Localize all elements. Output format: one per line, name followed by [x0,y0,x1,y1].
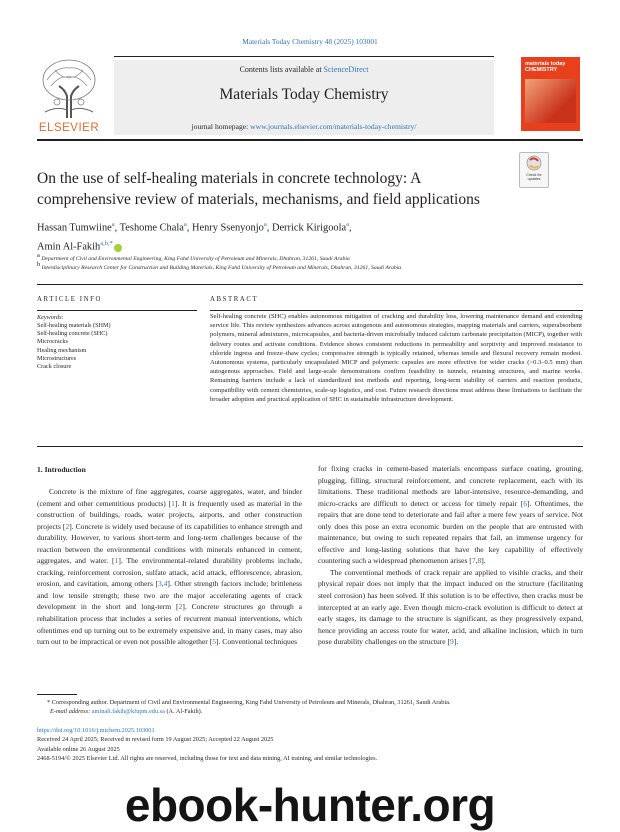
affiliation-a-text: Department of Civil and Environmental Engineering, King Fahd University of Petroleum and Minerals, Dhahran, 31261, Saudi Arabia [41,255,350,262]
body-text: , [161,579,164,589]
corresponding-author-footnote [37,698,583,717]
citation-link[interactable]: 3 [157,579,162,589]
body-text: The conventional methods of crack repair are applied to visible cracks, and their physical repair does not imply that the impact induced on the structure (facilitating steel corrosion) has been solved. If this solution is to be effective, then cracks must be intercepted at an early age. Even though micro-crack evolution is difficult to detect at early stages, its damage to the structure is significant, as they progressively expand, hence providing an access route for water, acid, and alkaline inclusion, which in turn pose durability challenges on the structure [ [318,567,583,647]
orcid-icon[interactable] [114,244,122,252]
keyword-item: Microstructures [37,354,77,362]
journal-reference-link[interactable]: Materials Today Chemistry 48 (2025) 103001 [242,37,378,46]
email-link[interactable]: aminali.fakih@kfupm.edu.sa [91,708,165,716]
homepage-prefix: journal homepage: [191,122,251,131]
abstract-rule [210,310,583,311]
author-name[interactable]: Teshome Chala [119,222,184,234]
article-title: On the use of self-healing materials in concrete technology: A comprehensive review of materials, mechanisms, and field applications [37,170,480,208]
citation-link[interactable]: 5 [212,637,216,647]
affiliation-b-text: Interdisciplinary Research Center for Construction and Building Materials, King Fahd University of Petroleum and Minerals, Dhahran, 31261, Saudi Arabia [41,264,402,271]
author-affiliation-marker[interactable]: a [346,221,349,228]
author-affiliation-marker[interactable]: a [111,221,115,228]
citation-link[interactable]: 9 [450,637,454,647]
journal-homepage-link[interactable]: www.journals.elsevier.com/materials-today-chemistry/ [250,122,417,131]
body-paragraph [318,567,583,648]
section-rule [37,284,583,285]
keyword-item: Self-healing materials (SHM) [37,322,111,329]
doi-link[interactable]: https://doi.org/10.1016/j.mtchem.2025.103001 [37,727,155,734]
author-affiliation-marker[interactable]: a,b,* [100,240,113,248]
corresponding-line [37,698,583,707]
body-text: Concrete is the mixture of fine aggregates, coarse aggregates, water, and binder (cement and other cementitious products) [ [37,487,302,508]
author-list: Hassan Tumwiine$^a$, Teshome Chala$^a$, Henry Ssenyonjo$^a$, Derrick Kirigoola$^a$, Amin Al-Fakih$^{a,b,*}$ [37,221,352,253]
keyword-item: Self-healing concrete (SHC) [37,330,108,338]
body-paragraph [318,463,583,567]
article-info-rule [37,310,197,311]
abstract-bottom-rule [37,446,583,447]
header-bottom-rule [37,139,583,141]
body-text: ]. [481,556,486,566]
email-label: E-mail address: [50,708,92,716]
body-paragraph [37,486,302,648]
elsevier-tree-icon [37,56,101,120]
body-text: ]. [453,637,459,647]
check-updates-icon [520,153,548,173]
body-text: ]. Conventional techniques [216,637,298,647]
contents-line [114,65,494,74]
body-text: ]. The environmental-related durability problems include, cracking, reinforcement corrosion, sulfate attack, acid attack, efflorescence, abrasion, erosion, and cavitation, among others [ [37,556,303,589]
citation-link[interactable]: 8 [477,556,482,566]
footnote-rule [37,694,77,695]
received-dates: Received 24 April 2025; Received in revised form 19 August 2025; Accepted 22 August 2025 [37,736,274,744]
body-text: ]. Other strength factors include; brittleness and low tensile strength; these two are the major accelerating agents of crack development in the short and long-term [ [37,579,302,612]
available-online: Available online 26 August 2025 [37,745,120,753]
body-text: , [475,556,478,566]
citation-link[interactable]: 2 [178,602,183,612]
cover-title: materials today CHEMISTRY [525,61,566,73]
sciencedirect-link[interactable]: ScienceDirect [323,65,369,74]
body-column-left [37,486,302,648]
body-text: ]. Oftentimes, the repairs that are done tend to deteriorate and fail after a mere few years of service. Not only does this pose an extra economic burden on the people that are entrusted with maintenance, but owing to such repeated repairs that fail, an immense urgency for effective and long-lasting solutions that have the key capability of effectively countering such a widespread phenomenon arises [ [318,498,583,566]
author-name[interactable]: Amin Al-Fakih [37,241,101,253]
corresponding-text: Corresponding author. Department of Civil and Environmental Engineering, King Fahd University of Petroleum and Minerals, Dhahran, 31261, Saudi Arabia. [51,699,451,706]
affiliation-b-marker: b [37,261,41,268]
abstract-text: Self-healing concrete (SHC) enables autonomous mitigation of cracking and durability loss, lowering maintenance demand and extending service life. This review synthesizes advances across autogenous and autonomous strategies, mapping materials and carriers, superabsorbent polymers, mineral admixtures, microcapsules, and bacteria-driven microbially induced calcium carbonate precipitation (MICP), together with delivery routes and activate conditions. Evidence shows consistent reductions in permeability and sorptivity and improved resistance to chloride ingress and freeze–thaw cycles; compressive strength is typically retained, whereas tensile and flexural recovery remain modest. Autonomous systems, particularly encapsulated MICP and polymeric capsules are more effective for wider cracks (>0.3–0.5 mm) than autogenous approaches. Field and large-scale demonstrations confirm feasibility in tunnels, retaining structures, and marine works. Remaining barriers include a lack of standardized test methods and reporting, long-term stability of carriers and reaction products, compatibility with cement chemistries, scale-up logistics, and cost. Future research directions must address these limitations to facilitate the broader adoption and practical application of SHC in sustainable infrastructure development. [210,313,582,403]
author-affiliation-marker[interactable]: a [263,221,267,228]
contents-prefix: Contents lists available at [239,65,324,74]
keywords-label: Keywords: [37,314,64,321]
body-text: ]. It is frequently used as material in the construction of buildings, roads, water projects, airports, and other construction projects [ [37,498,302,531]
publication-info [37,726,583,764]
keyword-item: Healing mechanism [37,346,87,354]
abstract-heading: ABSTRACT [210,296,259,303]
citation-link[interactable]: 4 [163,579,168,589]
author-name[interactable]: Hassan Tumwiine [37,222,112,234]
copyright-line: 2468-5194/© 2025 Elsevier Ltd. All rights are reserved, including those for text and data mining, AI training, and similar technologies. [37,755,378,763]
affiliation-a-marker: a [37,252,40,259]
journal-cover-image [521,57,580,131]
email-suffix: (A. Al-Fakih). [164,708,203,716]
asterisk-marker: * [47,699,51,706]
keyword-item: Microcracks [37,338,68,346]
citation-link[interactable]: 1 [114,556,119,566]
watermark-text: ebook-hunter.org [124,779,496,831]
affiliation-b [37,261,577,271]
author-affiliation-marker[interactable]: a [183,221,187,228]
check-for-updates-button[interactable] [519,152,549,188]
homepage-line [114,122,494,131]
body-text: ]. Concrete is widely used because of its capabilities to enhance strength and durability. However, to various short-term and long-term challenges because of the reaction between the environmental conditions with minerals enhanced in cement, aggregates, and water. [ [37,521,303,566]
check-updates-label: Check for updates [526,173,542,181]
email-line [37,707,583,716]
author-name[interactable]: Derrick Kirigoola [271,222,347,234]
journal-title: Materials Today Chemistry [219,86,389,103]
body-text: ]. Concrete structures go through a rehabilitation process that includes a series of recurrent manual interventions, which oftentimes end up turning out to be extremely expensive and, in many cases, may also turn out to be impractical or even not possible altogether [ [37,602,302,647]
header-top-rule [114,56,494,57]
citation-link[interactable]: 1 [171,498,175,508]
cover-artwork [525,79,576,123]
introduction-heading: 1. Introduction [37,465,86,474]
elsevier-wordmark: ELSEVIER [38,122,100,134]
body-column-right [318,463,583,648]
keyword-item: Crack closure [37,363,72,370]
citation-link[interactable]: 7 [471,556,476,566]
citation-link[interactable]: 6 [523,498,527,508]
article-info-heading: ARTICLE INFO [37,296,103,303]
citation-link[interactable]: 2 [65,521,70,531]
author-name[interactable]: Henry Ssenyonjo [191,222,264,234]
body-text: for fixing cracks in cement-based materials encompass surface coating, grouting, plugging, filling, structural reinforcement, and concrete replacement, each with its limitations. These traditional methods are labor-intensive, resource-demanding, and micro-cracks are difficult to detect or access for timely repair [ [318,464,583,508]
